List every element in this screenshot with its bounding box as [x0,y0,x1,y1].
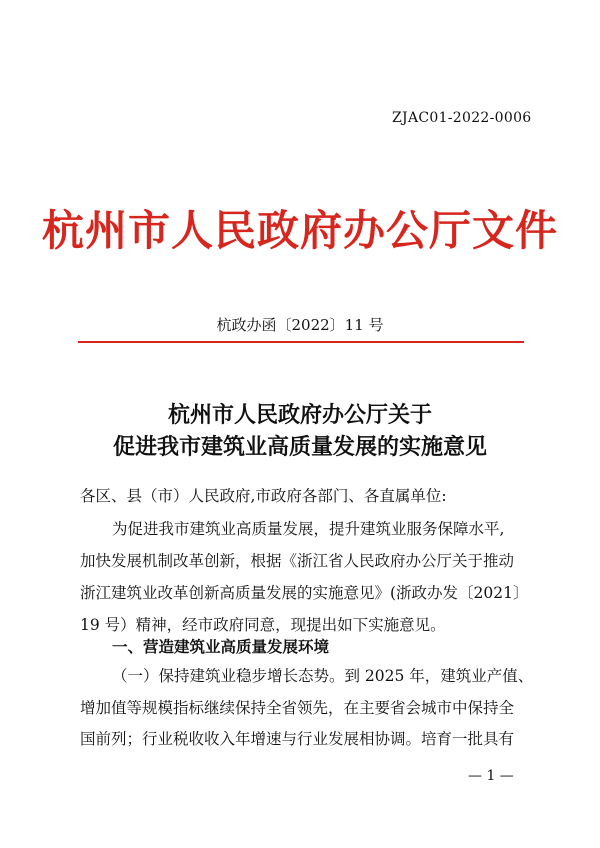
body-line: 19 号）精神，经市政府同意，现提出如下实施意见。 [80,616,446,634]
document-number: 杭政办函〔2022〕11 号 [216,316,384,334]
body-line: 浙江建筑业改革创新高质量发展的实施意见》(浙政办发〔2021〕 [80,584,529,602]
body-line: 增加值等规模指标继续保持全省领先，在主要省会城市中保持全 [80,699,515,717]
addressee-line: 各区、县（市）人民政府,市政府各部门、各直属单位: [80,487,447,505]
section-heading: 一、营造建筑业高质量发展环境 [112,638,330,656]
document-title-line-1: 杭州市人民政府办公厅关于 [167,402,432,428]
body-line: 国前列；行业税收收入年增速与行业发展相协调。培育一批具有 [80,730,515,748]
page-number: — 1 — [468,768,514,784]
red-divider [78,341,524,343]
body-line: 加快发展机制改革创新，根据《浙江省人民政府办公厅关于推动 [80,552,515,570]
document-title-line-2: 促进我市建筑业高质量发展的实施意见 [112,434,487,460]
body-line: 为促进我市建筑业高质量发展，提升建筑业服务保障水平, [112,520,505,538]
body-line: （一）保持建筑业稳步增长态势。到 2025 年，建筑业产值、 [112,667,534,685]
masthead-title: 杭州市人民政府办公厅文件 [41,206,558,255]
document-id: ZJAC01-2022-0006 [392,110,532,126]
